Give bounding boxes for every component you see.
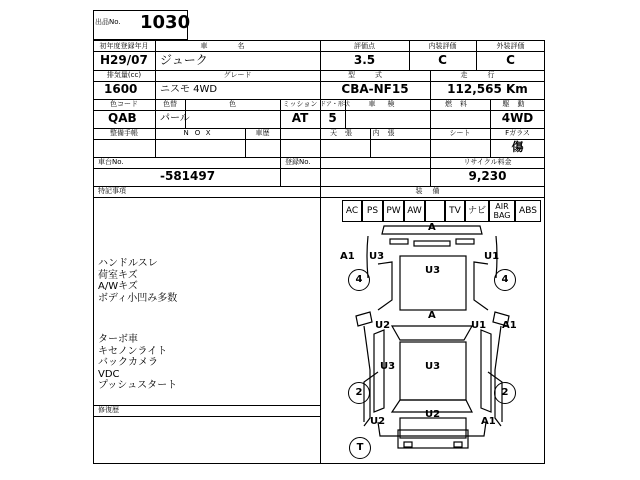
grid-line: [93, 139, 545, 140]
note-item: プッシュスタート: [98, 380, 178, 391]
fuel-label: 燃料: [445, 100, 475, 108]
grid-line: [280, 157, 281, 186]
color-type-label: 色替: [163, 100, 177, 108]
inspection-label: 車検: [368, 100, 407, 108]
manual-label: 整備手帳: [110, 129, 138, 137]
mark-rear-left: U2: [370, 416, 386, 427]
note-item: [98, 304, 313, 334]
interior-label: 内装評価: [428, 42, 457, 50]
color-code-label: 色コード: [110, 100, 138, 108]
model-label: 型式: [348, 71, 402, 79]
chassis-label: 車台No.: [98, 158, 124, 166]
registration-no-label: 登録No.: [285, 158, 311, 166]
grid-line: [280, 128, 281, 157]
tire-front-left: 4: [348, 269, 370, 291]
color-value: パール: [160, 113, 190, 124]
note-item: 荷室キズ: [98, 269, 138, 281]
interior-trim-label: 内張: [372, 129, 403, 137]
mark-tailgate: U2: [425, 409, 441, 420]
grid-line: [93, 197, 545, 198]
mark-fr-u1: U1: [484, 251, 500, 262]
mark-left-front-door: U2: [375, 320, 391, 331]
note-item: A/Wキズ: [98, 281, 138, 292]
name-label: 車名: [200, 42, 275, 50]
exterior-label: 外装評価: [496, 42, 525, 50]
glass-value: 傷: [511, 140, 524, 154]
doors-label: ドア・形状: [320, 101, 350, 108]
grid-line: [93, 405, 320, 406]
equip-navi: ナビ: [465, 200, 489, 222]
equip-blank: [425, 200, 445, 222]
chassis-value: -581497: [160, 169, 216, 183]
mark-rear-right: A1: [481, 416, 496, 427]
spare-tire: T: [349, 437, 371, 459]
color-label: 色: [229, 100, 236, 108]
equip-aw: AW: [404, 200, 425, 222]
equip-airbag: AIR BAG: [489, 200, 515, 222]
model-value: CBA-NF15: [341, 82, 409, 96]
note-item: ターボ車: [98, 334, 138, 345]
doors-value: 5: [328, 111, 337, 125]
name-value: ジューク: [160, 53, 208, 67]
mileage-label: 走行: [460, 71, 515, 79]
displacement-value: 1600: [104, 82, 138, 96]
score-label: 評価点: [354, 42, 375, 50]
note-item: ボディ小凹み多数: [98, 292, 178, 304]
recycle-value: 9,230: [468, 169, 507, 183]
mark-left-rear-door: U3: [380, 361, 396, 372]
transmission-value: AT: [291, 111, 309, 125]
notes-list: [98, 258, 313, 392]
history-label: 車歴: [255, 129, 270, 137]
lot-label: 出品No.: [95, 18, 121, 26]
note-item: バックカメラ: [98, 357, 158, 368]
mark-right-a1: A1: [502, 320, 517, 331]
note-item: VDC: [98, 368, 120, 380]
equip-ps: PS: [362, 200, 383, 222]
lot-number: 1030: [140, 12, 191, 33]
tire-rear-left: 2: [348, 382, 370, 404]
nox-label: NOX: [183, 129, 217, 137]
repair-label: 修復歴: [98, 406, 119, 414]
grid-line: [93, 416, 320, 417]
mark-fl-u3: U3: [369, 251, 385, 262]
recycle-label: リサイクル料金: [463, 158, 512, 166]
mark-hood: U3: [425, 265, 441, 276]
seat-label: シート: [449, 129, 471, 137]
glass-label: Fガラス: [505, 129, 530, 137]
transmission-label: ミッション: [282, 100, 318, 108]
drive-label: 駆動: [502, 100, 533, 108]
equip-abs: ABS: [515, 200, 541, 222]
mark-windshield: A: [428, 310, 436, 321]
note-item: ハンドルスレ: [98, 258, 158, 269]
reg-value: H29/07: [100, 53, 148, 67]
mileage-value: 112,565 Km: [447, 82, 528, 96]
grade-label: グレード: [223, 71, 252, 79]
tire-front-right: 4: [494, 269, 516, 291]
mark-roof: U3: [425, 361, 441, 372]
equipment-label: 装備: [415, 187, 450, 195]
equip-pw: PW: [383, 200, 404, 222]
mark-front: A: [428, 222, 436, 233]
reg-label: 初年度登録年月: [99, 42, 149, 50]
remarks-label: 特記事項: [98, 187, 126, 195]
mark-right-front-door: U1: [471, 320, 487, 331]
tire-rear-right: 2: [494, 382, 516, 404]
displacement-label: 排気量(cc): [106, 71, 142, 79]
note-item: キセノンライト: [98, 345, 168, 357]
exterior-value: C: [506, 53, 515, 67]
equip-tv: TV: [445, 200, 465, 222]
equip-ac: AC: [342, 200, 362, 222]
sunroof-label: 天張: [330, 129, 360, 137]
score-value: 3.5: [353, 53, 376, 67]
mark-fl-a1: A1: [340, 251, 355, 262]
color-code-value: QAB: [108, 111, 137, 125]
grade-value: ニスモ 4WD: [160, 84, 218, 95]
interior-value: C: [438, 53, 447, 67]
drive-value: 4WD: [501, 111, 534, 125]
